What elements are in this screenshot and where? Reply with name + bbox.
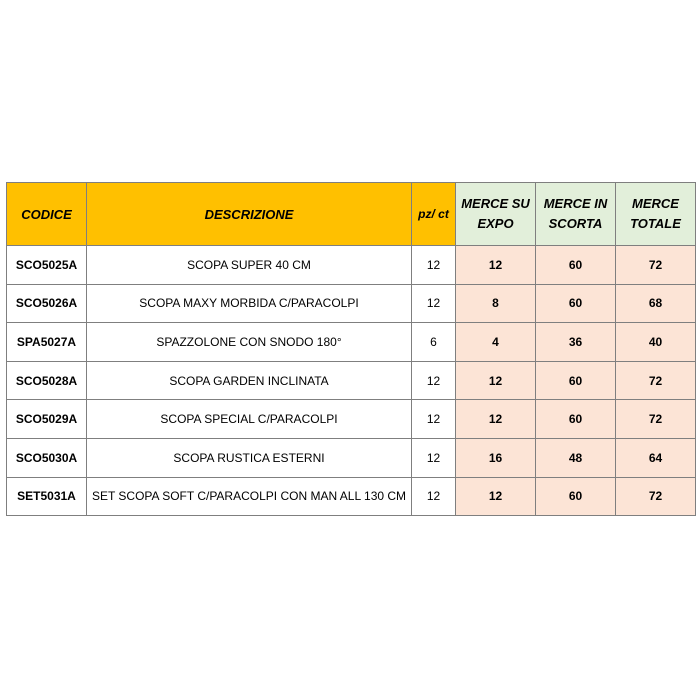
cell-description: SCOPA RUSTICA ESTERNI: [87, 438, 412, 477]
cell-merce-su-expo: 4: [456, 323, 536, 362]
cell-merce-su-expo: 16: [456, 438, 536, 477]
cell-description: SET SCOPA SOFT C/PARACOLPI CON MAN ALL 130 CM: [87, 477, 412, 516]
cell-merce-in-scorta: 60: [536, 400, 616, 439]
cell-code: SCO5030A: [7, 438, 87, 477]
cell-code: SPA5027A: [7, 323, 87, 362]
cell-merce-totale: 64: [616, 438, 696, 477]
table-row: [7, 323, 696, 362]
cell-merce-in-scorta: 60: [536, 361, 616, 400]
cell-merce-su-expo: 12: [456, 400, 536, 439]
product-table: [6, 182, 696, 516]
cell-pz-ct: 12: [412, 438, 456, 477]
cell-code: SCO5026A: [7, 284, 87, 323]
cell-merce-in-scorta: 48: [536, 438, 616, 477]
cell-merce-totale: 40: [616, 323, 696, 362]
header-merce-su-expo-line1: MERCE SU: [461, 196, 530, 211]
cell-merce-totale: 72: [616, 246, 696, 285]
header-row: [7, 183, 696, 246]
cell-merce-in-scorta: 60: [536, 284, 616, 323]
cell-description: SCOPA GARDEN INCLINATA: [87, 361, 412, 400]
cell-pz-ct: 12: [412, 284, 456, 323]
cell-description: SPAZZOLONE CON SNODO 180°: [87, 323, 412, 362]
cell-description: SCOPA SPECIAL C/PARACOLPI: [87, 400, 412, 439]
cell-code: SCO5028A: [7, 361, 87, 400]
cell-merce-in-scorta: 60: [536, 477, 616, 516]
cell-pz-ct: 12: [412, 477, 456, 516]
table-row: [7, 438, 696, 477]
header-merce-totale-line2: TOTALE: [630, 216, 681, 231]
cell-merce-su-expo: 12: [456, 361, 536, 400]
header-merce-in-scorta-line1: MERCE IN: [543, 196, 608, 211]
cell-merce-su-expo: 8: [456, 284, 536, 323]
cell-merce-in-scorta: 60: [536, 246, 616, 285]
cell-merce-in-scorta: 36: [536, 323, 616, 362]
header-merce-in-scorta-line2: SCORTA: [548, 216, 603, 231]
header-merce-totale: [616, 183, 696, 246]
cell-pz-ct: 12: [412, 400, 456, 439]
header-description: DESCRIZIONE: [87, 183, 412, 246]
cell-merce-su-expo: 12: [456, 477, 536, 516]
cell-code: SET5031A: [7, 477, 87, 516]
header-code: CODICE: [7, 183, 87, 246]
cell-merce-totale: 68: [616, 284, 696, 323]
table-row: [7, 361, 696, 400]
header-merce-totale-line1: MERCE: [632, 196, 679, 211]
cell-pz-ct: 12: [412, 246, 456, 285]
cell-pz-ct: 6: [412, 323, 456, 362]
table-row: [7, 400, 696, 439]
cell-code: SCO5029A: [7, 400, 87, 439]
header-merce-in-scorta: [536, 183, 616, 246]
table-row: [7, 246, 696, 285]
cell-merce-totale: 72: [616, 400, 696, 439]
cell-description: SCOPA SUPER 40 CM: [87, 246, 412, 285]
cell-merce-totale: 72: [616, 477, 696, 516]
cell-merce-totale: 72: [616, 361, 696, 400]
cell-description: SCOPA MAXY MORBIDA C/PARACOLPI: [87, 284, 412, 323]
header-merce-su-expo: [456, 183, 536, 246]
header-pz-ct: pz/ ct: [412, 183, 456, 246]
cell-pz-ct: 12: [412, 361, 456, 400]
cell-merce-su-expo: 12: [456, 246, 536, 285]
cell-code: SCO5025A: [7, 246, 87, 285]
table-row: [7, 477, 696, 516]
header-merce-su-expo-line2: EXPO: [477, 216, 514, 231]
table-row: [7, 284, 696, 323]
